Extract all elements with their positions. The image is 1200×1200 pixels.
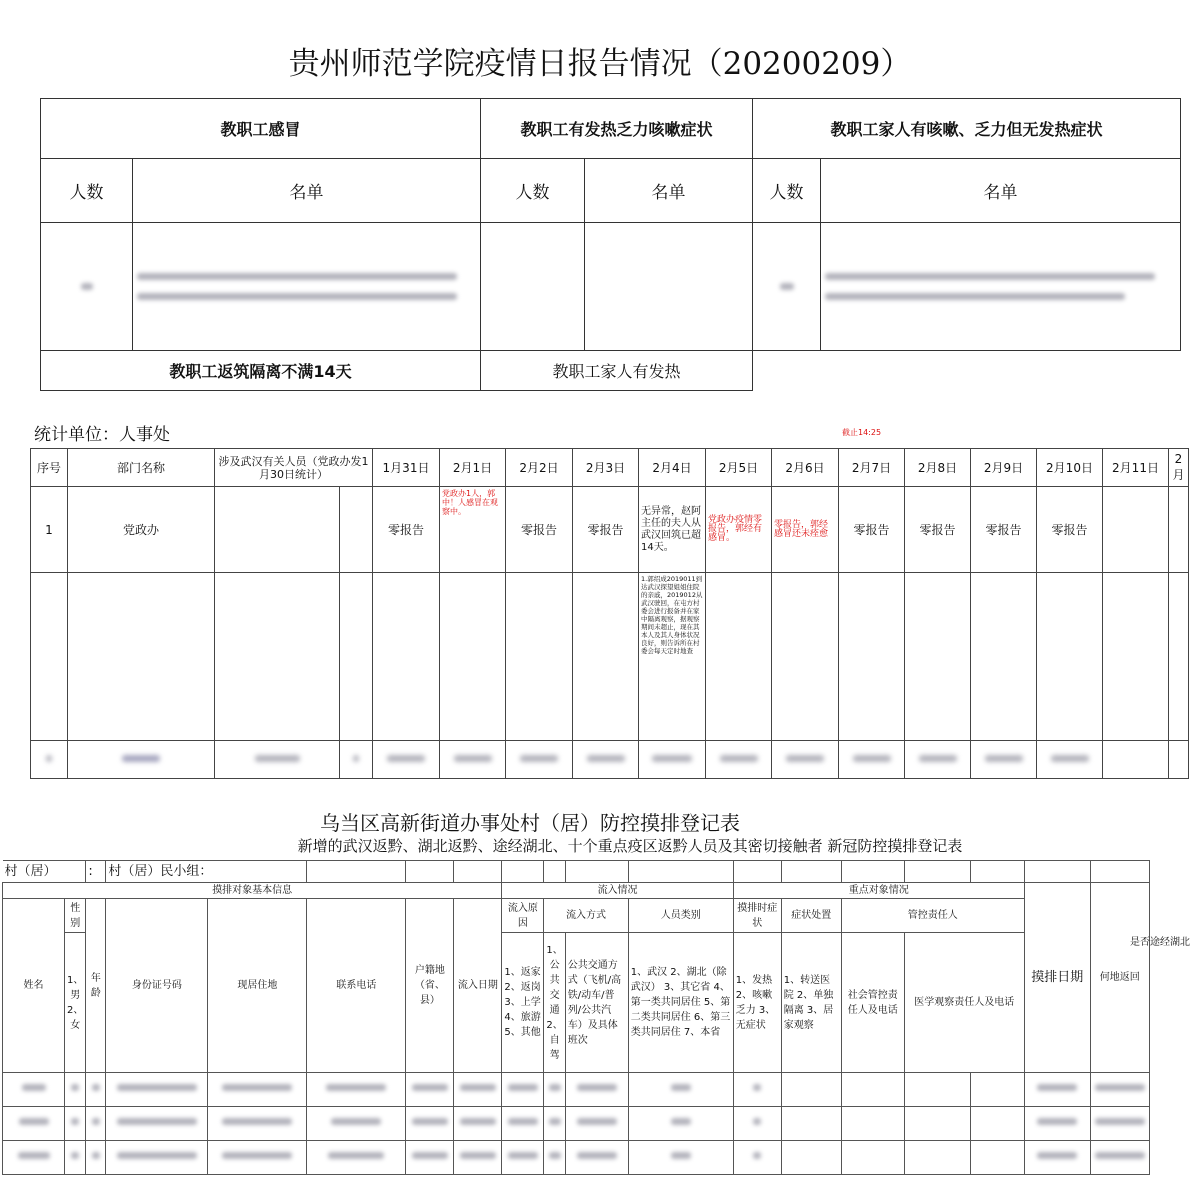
- empty-cell: [706, 573, 772, 741]
- section-key-person: 重点对象情况: [733, 883, 1024, 899]
- hr-report-panel: [0, 418, 1200, 803]
- redacted-cell: [565, 1073, 628, 1107]
- empty-cell: [628, 861, 733, 883]
- redacted-cell: [733, 1073, 781, 1107]
- date-header: 2月: [1169, 449, 1189, 487]
- redacted-cell: [506, 741, 573, 779]
- empty-cell: [841, 1073, 904, 1107]
- table-row: [3, 1107, 1150, 1141]
- report-cell: 零报告: [373, 487, 440, 573]
- empty-cell: [215, 487, 340, 573]
- date-header: 2月5日: [706, 449, 772, 487]
- redacted-cell: [3, 1107, 65, 1141]
- empty-cell: [1169, 741, 1189, 779]
- redacted-cell: [307, 1073, 406, 1107]
- address-header: 现居住地: [208, 899, 307, 1073]
- empty-cell: [1169, 487, 1189, 573]
- empty-cell: [971, 573, 1037, 741]
- transport-detail: 公共交通方式（飞机/高铁/动车/普列/公共汽车）及具体班次: [565, 933, 628, 1073]
- table-row: [3, 1073, 1150, 1107]
- empty-cell: [506, 573, 573, 741]
- redacted-cell: [565, 1107, 628, 1141]
- empty-cell: [781, 1073, 841, 1107]
- seq-cell: 1: [31, 487, 68, 573]
- redacted-cell: [307, 1107, 406, 1141]
- redacted-cell: [208, 1073, 307, 1107]
- check-date-header: 摸排日期: [1024, 883, 1090, 1073]
- date-header: 2月10日: [1037, 449, 1103, 487]
- empty-cell: [481, 223, 585, 351]
- report-cell: 零报告: [573, 487, 639, 573]
- mode-header: 流入方式: [544, 899, 628, 933]
- date-header: 2月11日: [1103, 449, 1169, 487]
- redacted-cell: [639, 741, 706, 779]
- survey-register-panel: [0, 805, 1200, 1200]
- empty-cell: [841, 861, 904, 883]
- empty-cell: [1103, 487, 1169, 573]
- empty-cell: [772, 573, 839, 741]
- redacted-count: [753, 223, 821, 351]
- report-cell: 党政办疫情零报告，郭经有感冒。: [706, 487, 772, 573]
- redacted-name-list: [133, 223, 481, 351]
- redacted-cell: [628, 1141, 733, 1175]
- note-cell: 1.郭绍成2019011到达武汉探望姐姐住院的亲戚，2019012从武汉驶回，在屯方村委会进行报备并在家中隔离观察，据观察期间未超止，现在其本人及其人身体状况良好，则告诉所在村委会每天定时地查: [639, 573, 706, 741]
- redacted-cell: [106, 1141, 208, 1175]
- village-label: 村（居）: [3, 861, 86, 883]
- reason-options: 1、返家 2、返岗 3、上学 4、旅游 5、其他: [502, 933, 544, 1073]
- redacted-cell: [502, 1073, 544, 1107]
- date-header: 2月1日: [440, 449, 506, 487]
- empty-cell: [970, 1073, 1024, 1107]
- empty-cell: [905, 573, 971, 741]
- empty-cell: [373, 573, 440, 741]
- redacted-cell: [733, 1107, 781, 1141]
- redacted-cell: [106, 1107, 208, 1141]
- inflow-date-header: 流入日期: [454, 899, 502, 1073]
- report-cell: 无异常，赵阿主任的夫人从武汉回筑已超14天。: [639, 487, 706, 573]
- empty-cell: [1103, 741, 1169, 779]
- group-family-fever: 教职工家人有发热: [481, 351, 753, 391]
- section-basic-info: 摸排对象基本信息: [3, 883, 502, 899]
- redacted-cell: [3, 1141, 65, 1175]
- symptom-header: 摸排时症状: [733, 899, 781, 933]
- redacted-cell: [1090, 1073, 1149, 1107]
- empty-cell: [340, 487, 373, 573]
- redacted-cell: [406, 1107, 454, 1141]
- redacted-cell: [971, 741, 1037, 779]
- date-header: 2月2日: [506, 449, 573, 487]
- daily-report-panel: [0, 0, 1200, 400]
- empty-cell: [841, 1107, 904, 1141]
- dept-cell: 党政办: [68, 487, 215, 573]
- dept-header: 部门名称: [68, 449, 215, 487]
- empty-cell: [1037, 573, 1103, 741]
- redacted-cell: [106, 1073, 208, 1107]
- empty-cell: [1169, 573, 1189, 741]
- redacted-cell: [86, 1107, 106, 1141]
- redacted-count: [41, 223, 133, 351]
- empty-cell: [970, 1107, 1024, 1141]
- empty-cell: [1024, 861, 1090, 883]
- empty-cell: [1090, 861, 1149, 883]
- empty-cell: [781, 861, 841, 883]
- village-colon: :: [86, 861, 106, 883]
- list-header: 名单: [585, 159, 753, 223]
- count-header: 人数: [753, 159, 821, 223]
- redacted-cell: [502, 1141, 544, 1175]
- phone-header: 联系电话: [307, 899, 406, 1073]
- redacted-cell: [86, 1073, 106, 1107]
- group-family-cough: 教职工家人有咳嗽、乏力但无发热症状: [753, 99, 1181, 159]
- redacted-cell: [733, 1141, 781, 1175]
- redacted-cell: [208, 1107, 307, 1141]
- social-responsible: 社会管控责任人及电话: [841, 933, 904, 1073]
- cutoff-time: 截止14:25: [842, 428, 882, 437]
- redacted-cell: [31, 741, 68, 779]
- report-cell: 零报告: [839, 487, 905, 573]
- redacted-cell: [565, 1141, 628, 1175]
- seq-header: 序号: [31, 449, 68, 487]
- redacted-name-list: [821, 223, 1181, 351]
- redacted-cell: [1090, 1141, 1149, 1175]
- empty-cell: [544, 861, 565, 883]
- redacted-cell: [1024, 1141, 1090, 1175]
- redacted-cell: [454, 1107, 502, 1141]
- redacted-cell: [215, 741, 340, 779]
- empty-cell: [406, 861, 454, 883]
- date-header: 2月4日: [639, 449, 706, 487]
- redacted-cell: [406, 1073, 454, 1107]
- category-header: 人员类别: [628, 899, 733, 933]
- daily-report-title: 贵州师范学院疫情日报告情况（20200209）: [288, 46, 912, 82]
- via-hubei-header: 是否途经湖北: [1130, 937, 1190, 948]
- register-title: 乌当区高新街道办事处村（居）防控摸排登记表: [320, 811, 740, 835]
- redacted-cell: [65, 1141, 86, 1175]
- date-header: 2月8日: [905, 449, 971, 487]
- gender-header: 性别: [65, 899, 86, 933]
- empty-cell: [904, 1141, 970, 1175]
- empty-cell: [733, 861, 781, 883]
- date-header: 2月7日: [839, 449, 905, 487]
- report-cell: 零报告: [905, 487, 971, 573]
- empty-cell: [970, 1141, 1024, 1175]
- redacted-cell: [544, 1107, 565, 1141]
- redacted-cell: [68, 741, 215, 779]
- redacted-cell: [1037, 741, 1103, 779]
- date-header: 2月9日: [971, 449, 1037, 487]
- hr-report-table: [30, 448, 1189, 779]
- count-header: 人数: [41, 159, 133, 223]
- name-header: 姓名: [3, 899, 65, 1073]
- empty-cell: [753, 351, 1181, 391]
- redacted-cell: [772, 741, 839, 779]
- redacted-cell: [208, 1141, 307, 1175]
- empty-cell: [31, 573, 68, 741]
- redacted-cell: [706, 741, 772, 779]
- empty-cell: [1103, 573, 1169, 741]
- symptom-options: 1、发热 2、咳嗽乏力 3、无症状: [733, 933, 781, 1073]
- redacted-cell: [440, 741, 506, 779]
- group-staff-cold: 教职工感冒: [41, 99, 481, 159]
- stat-unit-label: 统计单位：人事处: [34, 425, 170, 445]
- empty-cell: [970, 861, 1024, 883]
- report-cell: 党政办1人，郭中！人感冒在观察中。: [440, 487, 506, 573]
- redacted-cell: [573, 741, 639, 779]
- report-cell: 零报告: [971, 487, 1037, 573]
- group-staff-quarantine: 教职工返筑隔离不满14天: [41, 351, 481, 391]
- redacted-cell: [65, 1107, 86, 1141]
- redacted-cell: [544, 1141, 565, 1175]
- empty-cell: [841, 1141, 904, 1175]
- count-header: 人数: [481, 159, 585, 223]
- empty-cell: [904, 1107, 970, 1141]
- register-subtitle: 新增的武汉返黔、湖北返黔、途经湖北、十个重点疫区返黔人员及其密切接触者 新冠防控摸排登记表: [297, 837, 963, 855]
- mode-options: 1、公共交通 2、自驾: [544, 933, 565, 1073]
- empty-cell: [454, 861, 502, 883]
- id-header: 身份证号码: [106, 899, 208, 1073]
- register-table: [2, 860, 1150, 1175]
- report-cell: 零报告，郭经感冒还未痊愈: [772, 487, 839, 573]
- report-cell: 零报告: [1037, 487, 1103, 573]
- empty-cell: [565, 861, 628, 883]
- origin-header: 户籍地（省、县）: [406, 899, 454, 1073]
- reason-header: 流入原因: [502, 899, 544, 933]
- age-header: 年龄: [86, 899, 106, 1073]
- return-place-header: 何地返回: [1090, 883, 1149, 1073]
- redacted-cell: [3, 1073, 65, 1107]
- handling-header: 症状处置: [781, 899, 841, 933]
- empty-cell: [904, 861, 970, 883]
- empty-cell: [585, 223, 753, 351]
- redacted-cell: [628, 1073, 733, 1107]
- redacted-cell: [1024, 1073, 1090, 1107]
- section-inflow: 流入情况: [502, 883, 733, 899]
- empty-cell: [839, 573, 905, 741]
- group-label: 村（居）民小组：: [106, 861, 307, 883]
- date-header: 1月31日: [373, 449, 440, 487]
- date-header: 2月3日: [573, 449, 639, 487]
- empty-cell: [573, 573, 639, 741]
- empty-cell: [307, 861, 406, 883]
- gender-options: 1、男 2、女: [65, 933, 86, 1073]
- redacted-cell: [502, 1107, 544, 1141]
- redacted-cell: [628, 1107, 733, 1141]
- redacted-cell: [86, 1141, 106, 1175]
- empty-cell: [781, 1141, 841, 1175]
- redacted-cell: [1024, 1107, 1090, 1141]
- redacted-cell: [373, 741, 440, 779]
- list-header: 名单: [821, 159, 1181, 223]
- redacted-cell: [340, 741, 373, 779]
- empty-cell: [215, 573, 340, 741]
- daily-report-table: [40, 98, 1181, 391]
- medical-responsible: 医学观察责任人及电话: [904, 933, 1024, 1073]
- empty-cell: [340, 573, 373, 741]
- list-header: 名单: [133, 159, 481, 223]
- empty-cell: [502, 861, 544, 883]
- responsible-header: 管控责任人: [841, 899, 1024, 933]
- report-cell: 零报告: [506, 487, 573, 573]
- redacted-cell: [65, 1073, 86, 1107]
- empty-cell: [440, 573, 506, 741]
- redacted-cell: [406, 1141, 454, 1175]
- handling-options: 1、转送医院 2、单独隔离 3、居家观察: [781, 933, 841, 1073]
- empty-cell: [68, 573, 215, 741]
- table-row: [3, 1141, 1150, 1175]
- empty-cell: [781, 1107, 841, 1141]
- category-options: 1、武汉 2、湖北（除武汉） 3、其它省 4、第一类共同居住 5、第二类共同居住 6、第三类共同居住 7、本省: [628, 933, 733, 1073]
- redacted-cell: [905, 741, 971, 779]
- redacted-cell: [1090, 1107, 1149, 1141]
- group-staff-fever: 教职工有发热乏力咳嗽症状: [481, 99, 753, 159]
- wuhan-related-header: 涉及武汉有关人员（党政办发1月30日统计）: [215, 449, 373, 487]
- redacted-cell: [839, 741, 905, 779]
- redacted-cell: [307, 1141, 406, 1175]
- date-header: 2月6日: [772, 449, 839, 487]
- redacted-cell: [454, 1073, 502, 1107]
- empty-cell: [904, 1073, 970, 1107]
- redacted-cell: [544, 1073, 565, 1107]
- redacted-cell: [454, 1141, 502, 1175]
